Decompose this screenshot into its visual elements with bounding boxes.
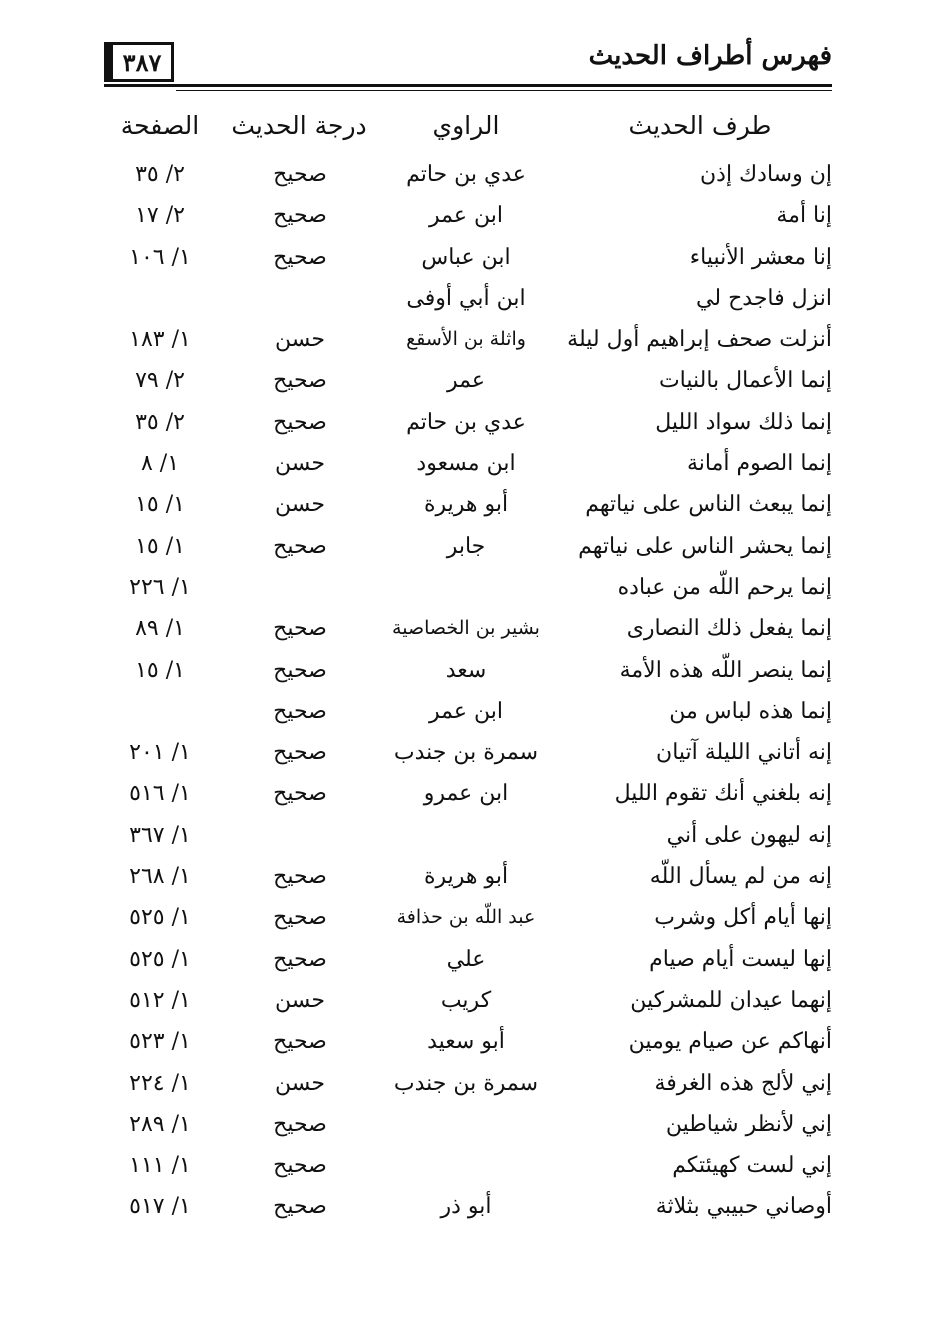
table-row xyxy=(100,732,832,773)
grade-cell: حسن xyxy=(275,1070,325,1096)
page-ref-cell: ١/ ٥٢٥ xyxy=(129,905,191,931)
page-ref-cell: ١/ ٥٢٥ xyxy=(129,946,191,972)
grade-cell: صحيح xyxy=(273,864,327,890)
grade-cell: صحيح xyxy=(273,946,327,972)
narrator-cell xyxy=(382,1104,550,1145)
page-ref-cell: ١/ ١٥ xyxy=(135,657,185,683)
page-ref-cell: ١/ ٢٦٨ xyxy=(129,864,191,890)
narrator-cell: عمر xyxy=(447,368,485,394)
grade-cell xyxy=(230,815,370,856)
page-ref-cell: ٢/ ٣٥ xyxy=(135,409,185,435)
narrator-cell: ابن أبي أوفى xyxy=(406,285,526,311)
table-row xyxy=(100,608,832,649)
hadith-opening-cell: إنما الأعمال بالنيات xyxy=(658,368,832,394)
page-ref-cell: ١/ ٥١٦ xyxy=(129,781,191,807)
column-header-tarf: طرف الحديث xyxy=(628,111,772,140)
hadith-opening-cell: إنما هذه لباس من xyxy=(669,698,832,724)
grade-cell xyxy=(230,278,370,319)
grade-cell: صحيح xyxy=(273,368,327,394)
table-row xyxy=(100,319,832,360)
page-ref-cell xyxy=(100,691,220,732)
page-ref-cell: ٢/ ٧٩ xyxy=(135,368,185,394)
grade-cell: صحيح xyxy=(273,1111,327,1137)
grade-cell: حسن xyxy=(275,451,325,477)
page-ref-cell: ١/ ١٠٦ xyxy=(129,244,191,270)
grade-cell: صحيح xyxy=(273,616,327,642)
table-row xyxy=(100,154,832,195)
grade-cell: صحيح xyxy=(273,1029,327,1055)
hadith-opening-cell: إن وسادك إذن xyxy=(699,162,832,187)
hadith-opening-cell: إني لأنظر شياطين xyxy=(665,1111,832,1137)
page-ref-cell: ٢/ ٣٥ xyxy=(135,162,185,187)
page-ref-cell: ١/ ٨ xyxy=(140,451,180,477)
narrator-cell: سمرة بن جندب xyxy=(393,740,539,766)
page-ref-cell: ١/ ٢٢٤ xyxy=(129,1070,191,1096)
hadith-opening-cell: إنما ينصر اللّه هذه الأمة xyxy=(619,657,832,683)
narrator-cell: ابن عباس xyxy=(421,244,511,270)
table-row xyxy=(100,237,832,278)
narrator-cell xyxy=(382,567,550,608)
grade-cell: صحيح xyxy=(273,533,327,559)
hadith-opening-cell: إنما يرحم اللّه من عباده xyxy=(617,574,832,600)
table-row xyxy=(100,1063,832,1104)
table-row xyxy=(100,195,832,236)
table-row xyxy=(100,1186,832,1227)
hadith-opening-cell: إني لست كهيئتكم xyxy=(672,1153,832,1179)
hadith-opening-cell: أنزلت صحف إبراهيم أول ليلة xyxy=(567,327,832,353)
hadith-opening-cell: إنما ذلك سواد الليل xyxy=(655,409,832,435)
hadith-opening-cell: إنه من لم يسأل اللّه xyxy=(649,864,832,890)
narrator-cell: عبد اللّه بن حذافة xyxy=(396,906,536,929)
table-row xyxy=(100,650,832,691)
narrator-cell: ابن عمرو xyxy=(423,781,509,807)
grade-cell: صحيح xyxy=(273,244,327,270)
narrator-cell: كريب xyxy=(440,987,492,1013)
table-row xyxy=(100,402,832,443)
grade-cell: صحيح xyxy=(273,740,327,766)
narrator-cell: عدي بن حاتم xyxy=(406,409,526,435)
hadith-opening-cell: أنهاكم عن صيام يومين xyxy=(628,1029,832,1055)
hadith-opening-cell: إنما يفعل ذلك النصارى xyxy=(626,616,832,642)
grade-cell: صحيح xyxy=(273,1194,327,1220)
table-row xyxy=(100,1145,832,1186)
page-ref-cell: ١/ ٥٢٣ xyxy=(129,1029,191,1055)
narrator-cell: سمرة بن جندب xyxy=(393,1070,539,1096)
grade-cell xyxy=(230,567,370,608)
grade-cell: صحيح xyxy=(273,698,327,724)
table-row xyxy=(100,278,832,319)
grade-cell: صحيح xyxy=(273,905,327,931)
narrator-cell: أبو ذر xyxy=(440,1194,492,1220)
header-rule-thin xyxy=(176,90,832,91)
grade-cell: صحيح xyxy=(273,162,327,187)
column-header-rawi: الراوي xyxy=(432,111,500,140)
grade-cell: حسن xyxy=(275,987,325,1013)
table-row xyxy=(100,815,832,856)
narrator-cell: أبو سعيد xyxy=(427,1029,505,1055)
grade-cell: صحيح xyxy=(273,1153,327,1179)
narrator-cell: ابن عمر xyxy=(429,203,503,229)
page-ref-cell: ١/ ٢٨٩ xyxy=(129,1111,191,1137)
narrator-cell: ابن عمر xyxy=(429,698,503,724)
narrator-cell: ابن مسعود xyxy=(416,451,516,477)
grade-cell: حسن xyxy=(275,492,325,518)
column-header-safha: الصفحة xyxy=(120,111,200,140)
page-ref-cell: ١/ ١٥ xyxy=(135,533,185,559)
narrator-cell xyxy=(382,1145,550,1186)
page-ref-cell: ١/ ٨٩ xyxy=(135,616,185,642)
header-rule xyxy=(104,84,832,87)
table-row xyxy=(100,567,832,608)
narrator-cell: جابر xyxy=(446,533,486,559)
page-ref-cell: ١/ ١١١ xyxy=(129,1153,191,1179)
table-row xyxy=(100,856,832,897)
page-ref-cell: ١/ ١٥ xyxy=(135,492,185,518)
hadith-opening-cell: إنهما عيدان للمشركين xyxy=(630,987,832,1013)
hadith-opening-cell: أوصاني حبيبي بثلاثة xyxy=(655,1194,832,1220)
hadith-opening-cell: إنه بلغني أنك تقوم الليل xyxy=(614,781,832,807)
table-row xyxy=(100,526,832,567)
hadith-opening-cell: إنما يبعث الناس على نياتهم xyxy=(585,492,832,518)
hadith-opening-cell: إنما الصوم أمانة xyxy=(686,451,832,477)
table-row xyxy=(100,691,832,732)
narrator-cell: بشير بن الخصاصية xyxy=(392,617,540,640)
page-ref-cell: ١/ ٢٠١ xyxy=(129,740,191,766)
column-header-daraja: درجة الحديث xyxy=(231,111,367,140)
table-row xyxy=(100,1021,832,1062)
table-row xyxy=(100,1104,832,1145)
table-row xyxy=(100,773,832,814)
table-row xyxy=(100,484,832,525)
narrator-cell: واثلة بن الأسقع xyxy=(406,328,526,351)
hadith-opening-cell: إنها ليست أيام صيام xyxy=(649,946,832,972)
grade-cell: صحيح xyxy=(273,203,327,229)
page-ref-cell: ١/ ١٨٣ xyxy=(129,327,191,353)
page-ref-cell xyxy=(100,278,220,319)
grade-cell: حسن xyxy=(275,327,325,353)
table-row xyxy=(100,897,832,938)
table-row xyxy=(100,360,832,401)
hadith-opening-cell: إنه ليهون على أني xyxy=(666,822,832,848)
narrator-cell xyxy=(382,815,550,856)
table-row xyxy=(100,939,832,980)
hadith-opening-cell: إني لألج هذه الغرفة xyxy=(654,1070,832,1096)
hadith-opening-cell: انزل فاجدح لي xyxy=(696,285,832,311)
hadith-opening-cell: إنما يحشر الناس على نياتهم xyxy=(578,533,832,559)
page-number: ٣٨٧ xyxy=(104,42,174,82)
page-ref-cell: ٢/ ١٧ xyxy=(135,203,185,229)
grade-cell: صحيح xyxy=(273,657,327,683)
running-header-title: فهرس أطراف الحديث xyxy=(588,41,832,71)
narrator-cell: عدي بن حاتم xyxy=(406,162,526,187)
page-ref-cell: ١/ ٣٦٧ xyxy=(129,822,191,848)
narrator-cell: أبو هريرة xyxy=(423,864,509,890)
hadith-opening-cell: إنه أتاني الليلة آتيان xyxy=(656,740,832,766)
hadith-opening-cell: إنا معشر الأنبياء xyxy=(689,244,832,270)
page-ref-cell: ١/ ٥١٢ xyxy=(129,987,191,1013)
hadith-index-table xyxy=(100,154,832,1228)
page-ref-cell: ١/ ٢٢٦ xyxy=(129,574,191,600)
page-ref-cell: ١/ ٥١٧ xyxy=(129,1194,191,1220)
narrator-cell: علي xyxy=(446,946,486,972)
grade-cell: صحيح xyxy=(273,781,327,807)
narrator-cell: سعد xyxy=(445,657,487,683)
grade-cell: صحيح xyxy=(273,409,327,435)
table-row xyxy=(100,443,832,484)
hadith-opening-cell: إنها أيام أكل وشرب xyxy=(654,905,832,931)
narrator-cell: أبو هريرة xyxy=(423,492,509,518)
hadith-opening-cell: إنا أمة xyxy=(776,203,832,229)
table-row xyxy=(100,980,832,1021)
